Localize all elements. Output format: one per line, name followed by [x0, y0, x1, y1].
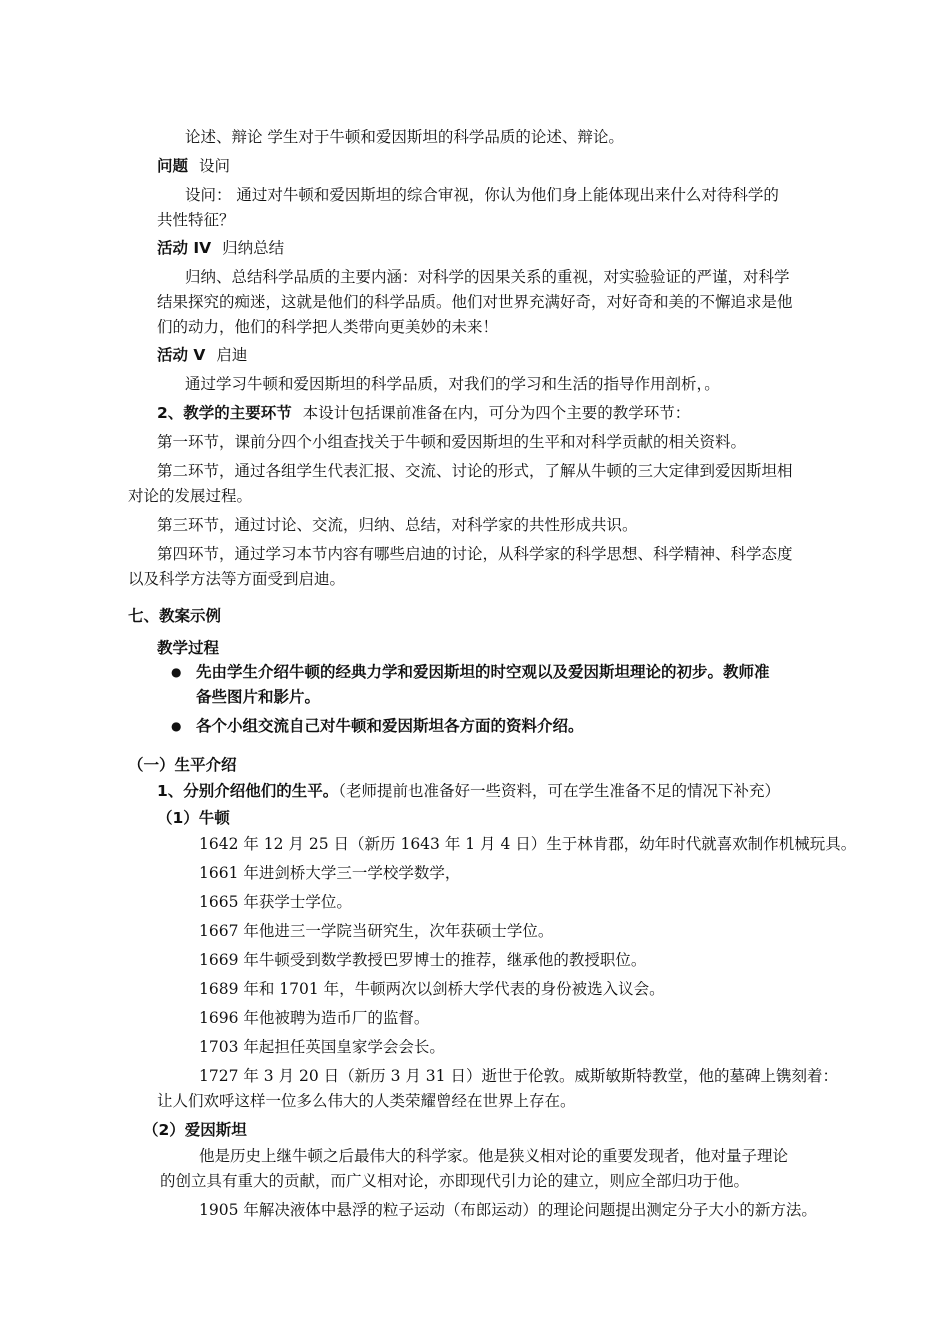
- section-heading: [157, 156, 230, 176]
- bullet-icon: ●: [171, 665, 182, 679]
- timeline-item: 1703 年起担任英国皇家学会会长。: [199, 1038, 445, 1056]
- paragraph-line: 第一环节，课前分四个小组查找关于牛顿和爱因斯坦的生平和对科学贡献的相关资料。: [157, 433, 747, 451]
- subsection-heading: [157, 781, 780, 801]
- bullet-item: 各个小组交流自己对牛顿和爱因斯坦各方面的资料介绍。: [196, 717, 584, 735]
- heading-text: 归纳总结: [222, 239, 285, 257]
- timeline-item: 1665 年获学士学位。: [199, 893, 352, 911]
- timeline-item: 1642 年 12 月 25 日（新历 1643 年 1 月 4 日）生于林肯郡，幼年时代就喜欢制作机械玩具。: [199, 835, 857, 853]
- subheading: 教学过程: [157, 639, 220, 657]
- heading-label: 2、教学的主要环节: [157, 404, 292, 422]
- section-heading: [157, 345, 247, 365]
- paragraph-line: 通过学习牛顿和爱因斯坦的科学品质，对我们的学习和生活的指导作用剖析，。: [185, 375, 720, 393]
- paragraph-line: 们的动力，他们的科学把人类带向更美妙的未来！: [157, 318, 499, 336]
- heading-label: 活动 V: [157, 346, 206, 364]
- paragraph-line: 第三环节，通过讨论、交流，归纳、总结，对科学家的共性形成共识。: [157, 516, 638, 534]
- paragraph-line: 第二环节，通过各组学生代表汇报、交流、讨论的形式，了解从牛顿的三大定律到爱因斯坦相: [157, 462, 793, 480]
- paragraph-line: 第四环节，通过学习本节内容有哪些启迪的讨论，从科学家的科学思想、科学精神、科学态度: [157, 545, 793, 563]
- paragraph-line: 结果探究的痴迷，这就是他们的科学品质。他们对世界充满好奇，对好奇和美的不懈追求是他: [157, 293, 793, 311]
- timeline-item: 1905 年解决液体中悬浮的粒子运动（布郎运动）的理论问题提出测定分子大小的新方法。: [199, 1201, 817, 1219]
- timeline-item: 1669 年牛顿受到数学教授巴罗博士的推荐，继承他的教授职位。: [199, 951, 647, 969]
- timeline-item: 1667 年他进三一学院当研究生，次年获硕士学位。: [199, 922, 554, 940]
- timeline-item-cont: 让人们欢呼这样一位多么伟大的人类荣耀曾经在世界上存在。: [157, 1092, 576, 1110]
- section-title: （一）生平介绍: [128, 756, 237, 774]
- paragraph-line: 共性特征？: [157, 211, 235, 229]
- chapter-heading: 七、教案示例: [128, 607, 222, 625]
- heading-text: 启迪: [216, 346, 248, 364]
- section-heading: [157, 403, 690, 423]
- paragraph-line: 的创立具有重大的贡献，而广义相对论，亦即现代引力论的建立，则应全部归功于他。: [160, 1172, 750, 1190]
- timeline-item: 1727 年 3 月 20 日（新历 3 月 31 日）逝世于伦敦。威斯敏斯特教堂，他的墓碑上镌刻着：: [199, 1067, 838, 1085]
- paragraph-line: 设问： 通过对牛顿和爱因斯坦的综合审视，你认为他们身上能体现出来什么对待科学的: [185, 186, 779, 204]
- paragraph-line: 论述、辩论 学生对于牛顿和爱因斯坦的科学品质的论述、辩论。: [185, 128, 624, 146]
- heading-label: 问题: [157, 157, 189, 175]
- paragraph-line: 他是历史上继牛顿之后最伟大的科学家。他是狭义相对论的重要发现者，他对量子理论: [199, 1147, 789, 1165]
- timeline-item: 1696 年他被聘为造币厂的监督。: [199, 1009, 430, 1027]
- heading-note: （老师提前也准备好一些资料，可在学生准备不足的情况下补充）: [338, 782, 781, 800]
- heading-text: 本设计包括课前准备在内，可分为四个主要的教学环节：: [302, 404, 691, 422]
- timeline-item: 1661 年进剑桥大学三一学校学数学，: [199, 864, 461, 882]
- section-heading: [157, 238, 284, 258]
- paragraph-line: 归纳、总结科学品质的主要内涵：对科学的因果关系的重视，对实验验证的严谨，对科学: [185, 268, 790, 286]
- heading-text: 设问: [198, 157, 230, 175]
- timeline-item: 1689 年和 1701 年，牛顿两次以剑桥大学代表的身份被选入议会。: [199, 980, 665, 998]
- bullet-item-cont: 备些图片和影片。: [196, 688, 321, 706]
- subsection-title: （1）牛顿: [157, 809, 230, 827]
- paragraph-line: 以及科学方法等方面受到启迪。: [128, 570, 346, 588]
- paragraph-line: 对论的发展过程。: [128, 487, 253, 505]
- heading-label: 1、分别介绍他们的生平。: [157, 782, 339, 800]
- bullet-item: 先由学生介绍牛顿的经典力学和爱因斯坦的时空观以及爱因斯坦理论的初步。教师准: [196, 663, 770, 681]
- heading-label: 活动 IV: [157, 239, 212, 257]
- bullet-icon: ●: [171, 719, 182, 733]
- subsection-title: （2）爱因斯坦: [143, 1121, 247, 1139]
